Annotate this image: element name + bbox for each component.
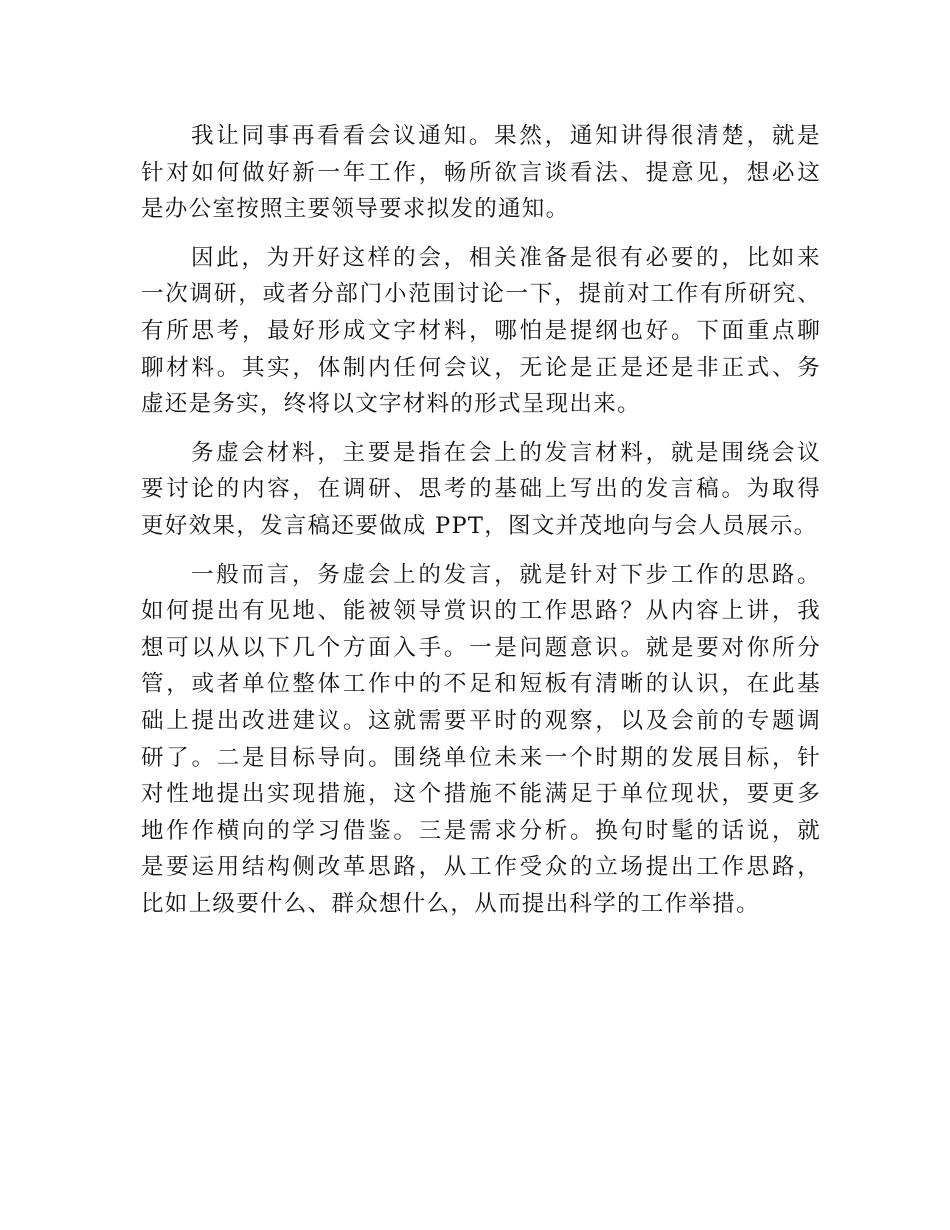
paragraph-line: 是要运用结构侧改革思路，从工作受众的立场提出工作思路， [141,854,821,881]
paragraph-3 [141,435,821,545]
paragraph-line: 研了。二是目标导向。围绕单位未来一个时期的发展目标，针 [141,744,821,771]
paragraph-line: 对性地提出实现措施，这个措施不能满足于单位现状，要更多 [141,781,821,808]
paragraph-line: 想可以从以下几个方面入手。一是问题意识。就是要对你所分 [141,634,821,661]
paragraph-line: 础上提出改进建议。这就需要平时的观察，以及会前的专题调 [141,707,821,734]
paragraph-line: 虚还是务实，终将以文字材料的形式呈现出来。 [141,391,641,418]
document-body [141,118,821,934]
paragraph-line: 是办公室按照主要领导要求拟发的通知。 [141,196,570,223]
paragraph-line: 聊材料。其实，体制内任何会议，无论是正是还是非正式、务 [141,354,821,381]
paragraph-2 [141,240,821,423]
paragraph-line: 因此，为开好这样的会，相关准备是很有必要的，比如来 [191,244,821,271]
paragraph-line: 要讨论的内容，在调研、思考的基础上写出的发言稿。为取得 [141,476,821,503]
paragraph-4 [141,557,821,923]
paragraph-line: 务虚会材料，主要是指在会上的发言材料，就是围绕会议 [191,439,821,466]
paragraph-line: 地作作横向的学习借鉴。三是需求分析。换句时髦的话说，就 [141,817,821,844]
paragraph-line: 管，或者单位整体工作中的不足和短板有清晰的认识，在此基 [141,671,821,698]
paragraph-1 [141,118,821,228]
paragraph-line: 针对如何做好新一年工作，畅所欲言谈看法、提意见，想必这 [141,159,821,186]
paragraph-line: 比如上级要什么、群众想什么，从而提出科学的工作举措。 [141,890,760,917]
paragraph-line: 一次调研，或者分部门小范围讨论一下，提前对工作有所研究、 [141,281,821,308]
paragraph-line: 一般而言，务虚会上的发言，就是针对下步工作的思路。 [191,561,821,588]
paragraph-line: 更好效果，发言稿还要做成 PPT，图文并茂地向与会人员展示。 [141,512,818,539]
paragraph-line: 我让同事再看看会议通知。果然，通知讲得很清楚，就是 [191,123,821,149]
paragraph-line: 如何提出有见地、能被领导赏识的工作思路？从内容上讲，我 [141,598,821,625]
paragraph-line: 有所思考，最好形成文字材料，哪怕是提纲也好。下面重点聊 [141,317,821,344]
